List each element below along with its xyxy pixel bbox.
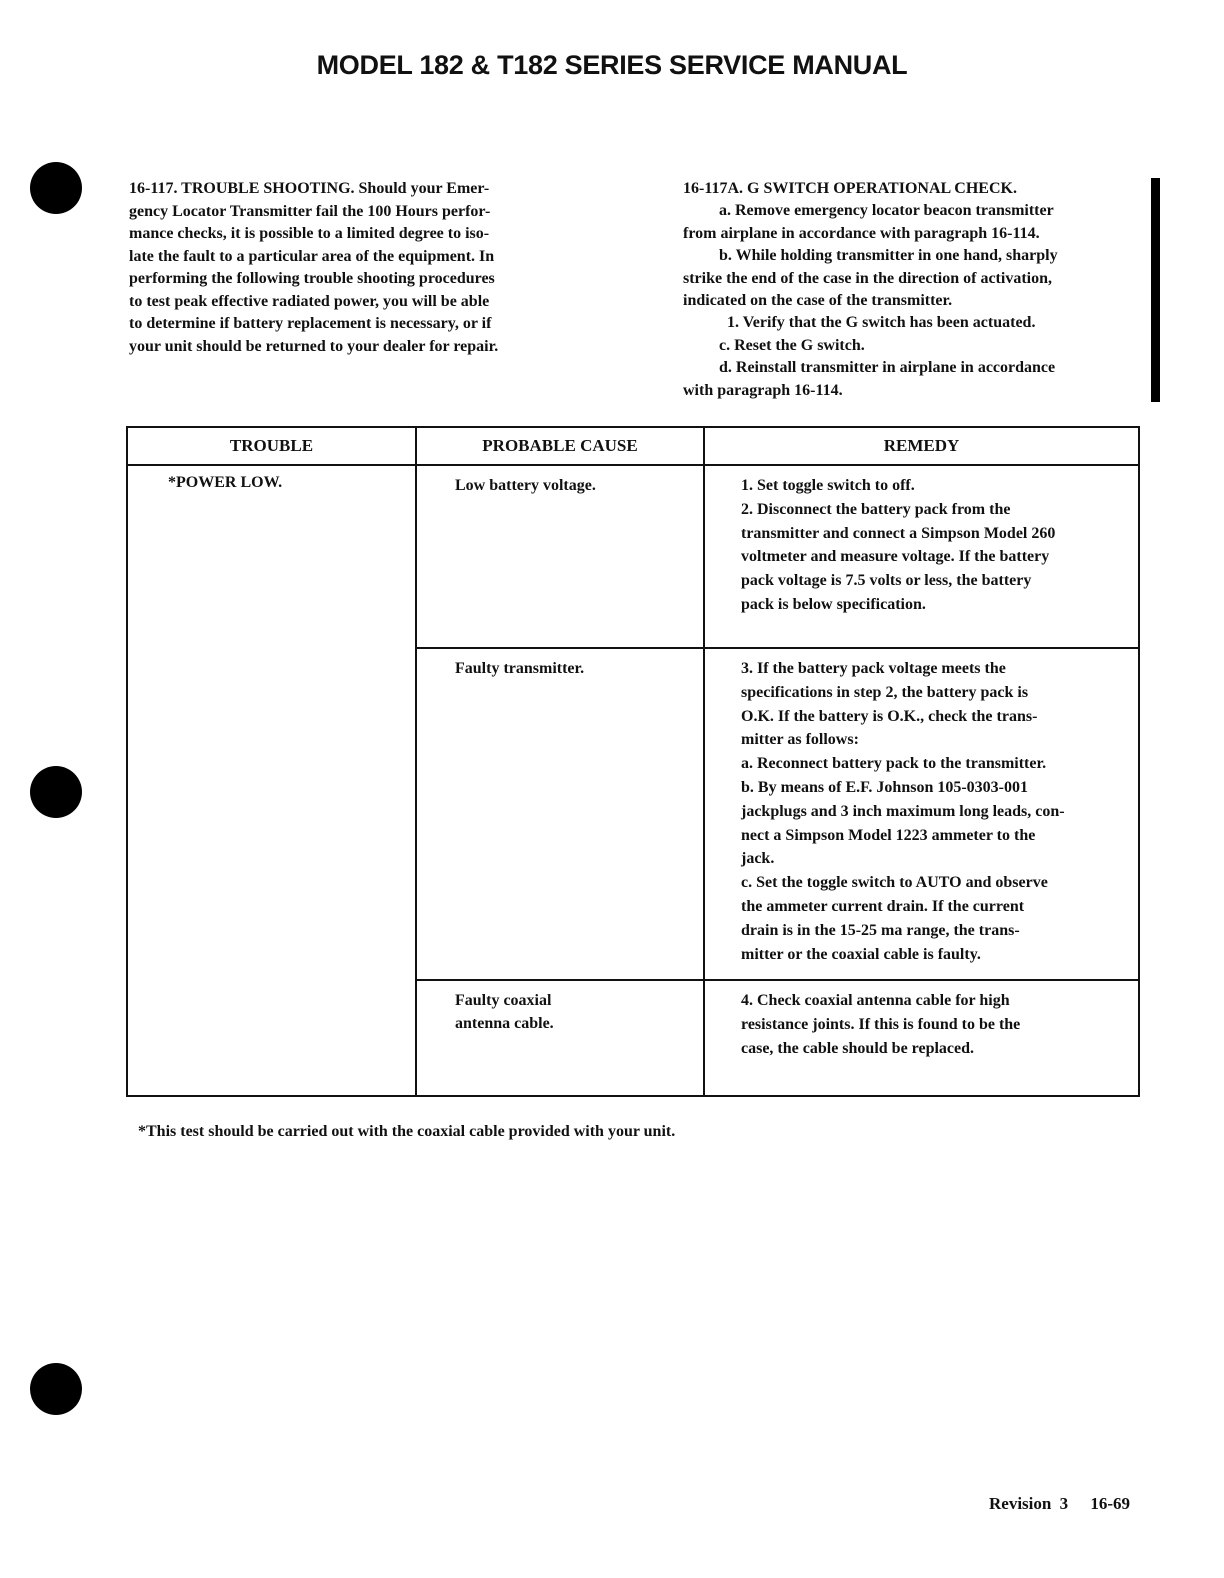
remedy-line: drain is in the 15-25 ma range, the trans- — [741, 921, 1020, 939]
cause-cell — [416, 465, 704, 648]
section-heading: 16-117A. G SWITCH OPERATIONAL CHECK. — [683, 180, 1017, 197]
remedy-line: O.K. If the battery is O.K., check the trans- — [741, 707, 1038, 725]
remedy-line: the ammeter current drain. If the current — [741, 897, 1025, 915]
step-b-continued: strike the end of the case in the direction of activation, — [683, 269, 1052, 287]
g-switch-check-section — [683, 178, 1137, 402]
step-c: c. Reset the G switch. — [719, 336, 865, 354]
step-a: a. Remove emergency locator beacon transmitter — [719, 202, 1054, 220]
column-header-remedy: REMEDY — [704, 427, 1139, 465]
step-a-continued: from airplane in accordance with paragraph 16-114. — [683, 224, 1040, 242]
step-b: b. While holding transmitter in one hand, sharply — [719, 247, 1058, 265]
troubleshooting-intro — [129, 178, 584, 358]
page-title: MODEL 182 & T182 SERIES SERVICE MANUAL — [316, 50, 908, 80]
step-1: 1. Verify that the G switch has been actuated. — [727, 314, 1036, 332]
troubleshooting-table — [126, 426, 1140, 1097]
remedy-line: specifications in step 2, the battery pack is — [741, 683, 1029, 701]
remedy-line: pack voltage is 7.5 volts or less, the battery — [741, 572, 1032, 590]
remedy-line: c. Set the toggle switch to AUTO and observe — [741, 874, 1048, 892]
punch-hole-top — [30, 162, 82, 214]
remedy-cell — [704, 980, 1139, 1096]
remedy-line: jack. — [741, 850, 775, 868]
remedy-line: jackplugs and 3 inch maximum long leads, con- — [741, 802, 1065, 820]
intro-line: 16-117. TROUBLE SHOOTING. Should your Emer- — [129, 180, 490, 197]
step-b-continued: indicated on the case of the transmitter. — [683, 292, 953, 310]
intro-line: late the fault to a particular area of the equipment. In — [129, 247, 495, 265]
revision-label: Revision 3 — [989, 1494, 1069, 1513]
column-header-cause: PROBABLE CAUSE — [416, 427, 704, 465]
trouble-cell: *POWER LOW. — [127, 465, 416, 1096]
remedy-line: voltmeter and measure voltage. If the battery — [741, 548, 1050, 566]
remedy-line: transmitter and connect a Simpson Model 260 — [741, 524, 1056, 542]
remedy-line: pack is below specification. — [741, 595, 926, 613]
table-footnote: *This test should be carried out with the coaxial cable provided with your unit. — [138, 1123, 676, 1140]
page-footer — [989, 1494, 1130, 1514]
remedy-line: 2. Disconnect the battery pack from the — [741, 500, 1011, 518]
cause-cell — [416, 648, 704, 980]
remedy-line: a. Reconnect battery pack to the transmitter. — [741, 755, 1047, 773]
remedy-line: 1. Set toggle switch to off. — [741, 477, 915, 494]
table-header-row — [127, 427, 1139, 465]
table-row — [127, 465, 1139, 648]
remedy-line: resistance joints. If this is found to be the — [741, 1015, 1021, 1033]
step-d-continued: with paragraph 16-114. — [683, 381, 843, 399]
intro-line: to determine if battery replacement is necessary, or if — [129, 315, 492, 332]
remedy-line: nect a Simpson Model 1223 ammeter to the — [741, 826, 1036, 844]
intro-line: your unit should be returned to your dealer for repair. — [129, 337, 499, 355]
intro-line: performing the following trouble shooting procedures — [129, 270, 495, 287]
revision-change-bar — [1151, 178, 1160, 402]
remedy-line: mitter as follows: — [741, 731, 859, 749]
remedy-line: b. By means of E.F. Johnson 105-0303-001 — [741, 778, 1029, 796]
remedy-line: case, the cable should be replaced. — [741, 1039, 975, 1057]
punch-hole-bottom — [30, 1363, 82, 1415]
punch-hole-middle — [30, 766, 82, 818]
intro-line: mance checks, it is possible to a limited degree to iso- — [129, 225, 490, 242]
intro-line: to test peak effective radiated power, you will be able — [129, 292, 490, 310]
cause-cell — [416, 980, 704, 1096]
step-d: d. Reinstall transmitter in airplane in accordance — [719, 359, 1056, 377]
cause-line: antenna cable. — [455, 1015, 554, 1032]
remedy-line: mitter or the coaxial cable is faulty. — [741, 945, 981, 963]
page-number: 16-69 — [1090, 1494, 1131, 1513]
remedy-line: 3. If the battery pack voltage meets the — [741, 660, 1006, 677]
remedy-cell — [704, 648, 1139, 980]
remedy-cell — [704, 465, 1139, 648]
cause-line: Faulty coaxial — [455, 992, 552, 1009]
cause-line: Low battery voltage. — [455, 477, 596, 494]
column-header-trouble: TROUBLE — [127, 427, 416, 465]
cause-line: Faulty transmitter. — [455, 660, 585, 677]
remedy-line: 4. Check coaxial antenna cable for high — [741, 992, 1010, 1009]
intro-line: gency Locator Transmitter fail the 100 Hours perfor- — [129, 202, 491, 220]
